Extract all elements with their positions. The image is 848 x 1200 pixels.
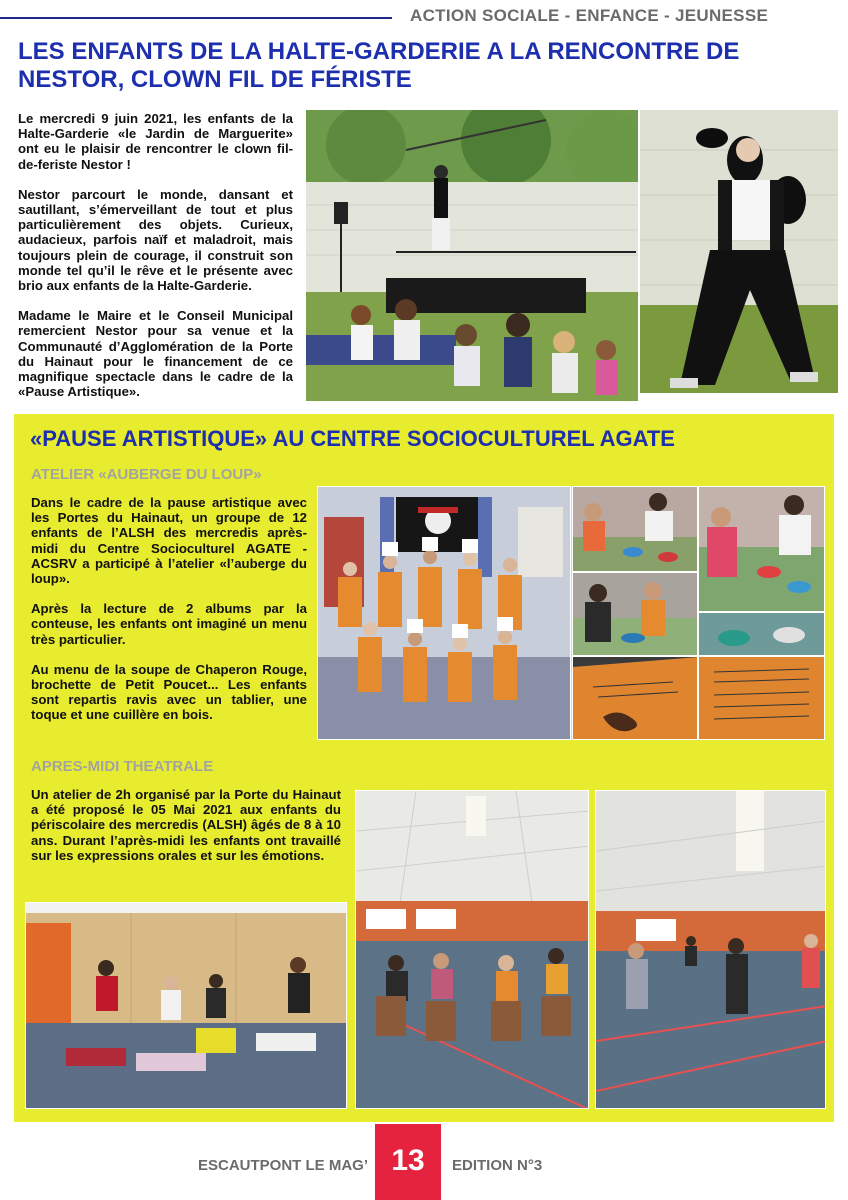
atelier-paragraph: Dans le cadre de la pause artistique avec les Portes du Hainaut, un groupe de 12 enfants de l’ALSH des mercredis après-midi du Centre Socioculturel AGATE - ACSRV a participé à l’atelier «l’auberge du loup». bbox=[31, 495, 307, 587]
atelier-painting-photo-2 bbox=[698, 486, 825, 612]
theatre-floor-photo bbox=[25, 902, 347, 1109]
theatre-paragraph: Un atelier de 2h organisé par la Porte du Hainaut a été proposé le 05 Mai 2021 aux enfants du périscolaire des mercredis (ALSH) âgés de 8 à 10 ans. Durant l’après-midi les enfants ont travaillé sur les expressions orales et sur les émotions. bbox=[31, 787, 341, 863]
atelier-paragraph: Au menu de la soupe de Chaperon Rouge, brochette de Petit Poucet... Les enfants sont repartis ravis avec un tablier, une toque et une cuillère en bois. bbox=[31, 661, 307, 723]
atelier-group-photo bbox=[317, 486, 571, 740]
atelier-paragraph: Après la lecture de 2 albums par la conteuse, les enfants ont imaginé un menu très particulier. bbox=[31, 601, 307, 647]
article-paragraph: Madame le Maire et le Conseil Municipal remercient Nestor pour sa venue et la Communauté d’Agglomération de la Porte du Hainaut pour le financement de ce magnifique spectacle dans le cadre de la «Pause Artistique». bbox=[18, 308, 293, 400]
footer-magazine-name: ESCAUTPONT LE MAG’ bbox=[197, 1157, 368, 1174]
header-rule bbox=[0, 17, 392, 19]
section-label: ACTION SOCIALE - ENFANCE - JEUNESSE bbox=[410, 6, 769, 25]
page-number: 13 bbox=[391, 1144, 425, 1177]
apron-drawing-photo-2 bbox=[698, 656, 825, 740]
footer-edition: EDITION N°3 bbox=[452, 1157, 543, 1174]
atelier-subtitle: ATELIER «AUBERGE DU LOUP» bbox=[31, 466, 262, 483]
article-body bbox=[18, 111, 293, 414]
theatre-hall-photo-2 bbox=[595, 790, 826, 1109]
atelier-painting-photo-3 bbox=[572, 572, 698, 656]
theatre-hall-photo-1 bbox=[355, 790, 589, 1109]
atelier-painting-photo-4 bbox=[698, 612, 825, 656]
article-title: LES ENFANTS DE LA HALTE-GARDERIE A LA RENCONTRE DE NESTOR, CLOWN FIL DE FÉRISTE bbox=[18, 38, 740, 93]
atelier-body bbox=[31, 495, 307, 738]
theatre-body bbox=[31, 787, 341, 878]
atelier-painting-photo-1 bbox=[572, 486, 698, 572]
article-paragraph: Nestor parcourt le monde, dansant et sautillant, s’émerveillant de tout et plus particulièrement des objets. Curieux, audacieux, parfois naïf et maladroit, mais toujours plein de courage, il construit son monde tel qu’il le rêve et le présente avec brio aux enfants de la Halte-Garderie. bbox=[18, 186, 293, 294]
clown-closeup-photo bbox=[639, 109, 839, 394]
pause-artistique-title: «PAUSE ARTISTIQUE» AU CENTRE SOCIOCULTUREL AGATE bbox=[30, 426, 675, 451]
apron-drawing-photo-1 bbox=[572, 656, 698, 740]
article-paragraph: Le mercredi 9 juin 2021, les enfants de la Halte-Garderie «le Jardin de Marguerite» ont eu le plaisir de rencontrer le clown fil-de-feriste Nestor ! bbox=[18, 111, 293, 172]
theatre-subtitle: APRES-MIDI THEATRALE bbox=[31, 758, 214, 775]
clown-show-photo bbox=[305, 109, 639, 402]
